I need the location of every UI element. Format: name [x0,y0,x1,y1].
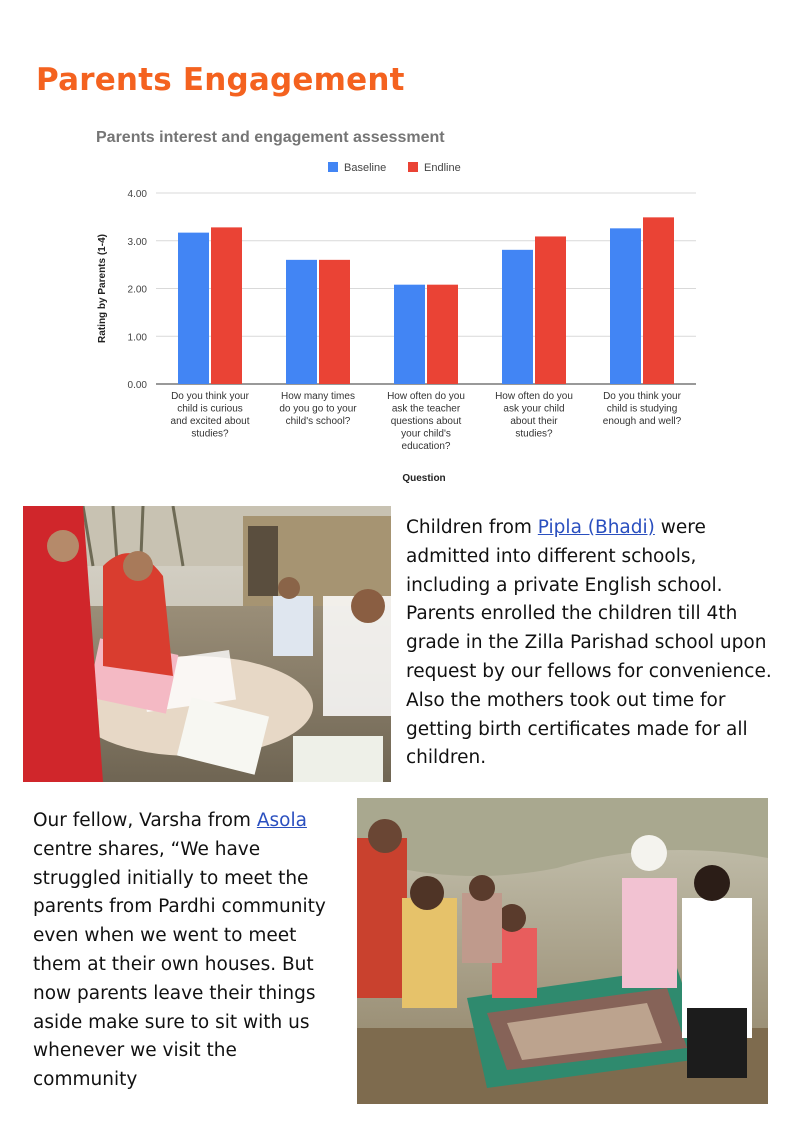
bar-endline-2 [319,260,350,384]
bar-baseline-1 [178,233,209,384]
bar-endline-5 [643,217,674,384]
x-tick-label: How often do you [387,391,465,402]
photo-parents-meeting [23,506,391,782]
x-tick-label: questions about [390,416,462,427]
x-tick-label: child is studying [606,403,678,415]
bar-baseline-2 [286,260,317,384]
x-tick-label: ask the teacher [391,403,461,415]
x-tick-label: your child's [401,428,451,440]
x-tick-label: education? [401,441,451,452]
community-visit-image [357,798,768,1104]
x-tick-label: studies? [515,428,553,440]
legend-swatch-baseline [328,162,338,172]
parents-meeting-image [23,506,391,782]
varsha-text-after: centre shares, “We have struggled initially to meet the parents from Pardhi community even when we went to meet them at their own houses. But now parents leave their things aside make sure to sit with us whenever we visit the community [33,838,326,1091]
x-axis-label: Question [402,473,446,484]
x-tick-label: ask your child [503,403,565,415]
pipla-paragraph [406,514,776,773]
bar-endline-3 [427,285,458,384]
y-tick-label: 3.00 [127,236,147,248]
x-tick-label: enough and well? [602,416,682,427]
x-tick-label: Do you think your [171,391,249,402]
y-tick-label: 2.00 [127,284,147,296]
bar-baseline-3 [394,285,425,384]
x-tick-label: child's school? [285,416,351,427]
legend-label-baseline: Baseline [344,162,387,174]
pipla-text-after: were admitted into different schools, including a private English school. Parents enrolled the children till 4th grade in the Zilla Parishad school upon request by our fellows for convenience. Also the mothers took out time for getting birth certificates made for all children. [406,517,772,769]
legend-swatch-endline [408,162,418,172]
x-tick-label: and excited about [170,416,250,427]
x-tick-label: studies? [191,428,229,440]
legend-label-endline: Endline [424,162,461,174]
asola-link[interactable]: Asola [256,810,307,831]
y-axis-label: Rating by Parents (1-4) [97,234,108,343]
x-tick-label: about their [510,416,558,427]
pipla-text-before: Children from [406,517,538,538]
bar-endline-1 [211,227,242,384]
x-tick-label: child is curious [177,403,243,415]
engagement-chart [86,118,706,493]
page-title: Parents Engagement [36,62,405,98]
varsha-text-before: Our fellow, Varsha from [33,810,257,831]
x-tick-label: Do you think your [603,391,681,402]
x-tick-label: do you go to your [279,403,357,415]
bar-baseline-5 [610,228,641,384]
photo-community-visit [357,798,768,1104]
bar-endline-4 [535,236,566,384]
chart-svg [86,118,706,493]
x-tick-label: How many times [281,391,355,402]
y-tick-label: 1.00 [127,332,147,344]
x-tick-label: How often do you [495,391,573,402]
bar-baseline-4 [502,250,533,384]
chart-title: Parents interest and engagement assessment [96,129,445,146]
varsha-quote-paragraph [33,807,343,1095]
pipla-bhadi-link[interactable]: Pipla (Bhadi) [537,517,655,538]
y-tick-label: 4.00 [127,189,147,200]
y-tick-label: 0.00 [127,380,147,391]
